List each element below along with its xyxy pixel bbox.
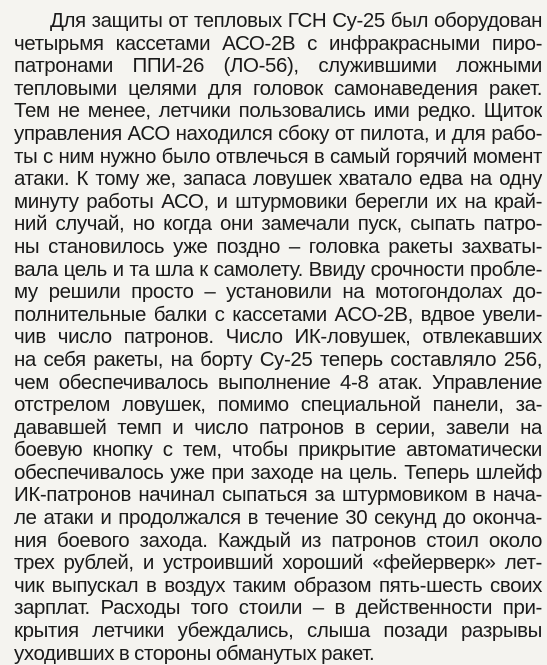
text-line: крытия летчики убеждались, слыша позади разрывы — [14, 620, 542, 643]
text-line: ле атаки и продолжался в течение 30 секунд до оконча- — [14, 507, 542, 530]
text-line: чив число патронов. Число ИК-ловушек, отвлекавших — [14, 326, 542, 349]
text-line: ния боевого захода. Каждый из патронов стоил около — [14, 529, 542, 552]
text-line: четырьмя кассетами АСО-2В с инфракрасными пиро- — [14, 32, 542, 55]
text-line: полнительные балки с кассетами АСО-2В, вдвое увели- — [14, 303, 542, 326]
text-line: ний случай, но когда они замечали пуск, сыпать патро- — [14, 213, 542, 236]
text-line: Для защиты от тепловых ГСН Су-25 был оборудован — [50, 10, 542, 32]
text-line: минуту работы АСО, и штурмовики берегли их на край- — [14, 190, 542, 213]
text-line: управления АСО находился сбоку от пилота, и для рабо- — [14, 122, 542, 145]
text-line: ты с ним нужно было отвлечься в самый горячий момент — [14, 145, 542, 168]
text-line: патронами ППИ-26 (ЛО-56), служившими ложными — [14, 55, 542, 78]
text-line: чем обеспечивалось выполнение 4-8 атак. Управление — [14, 371, 542, 394]
text-line: ИК-патронов начинал сыпаться за штурмовиком в нача- — [14, 484, 542, 507]
text-line: боевую кнопку с тем, чтобы прикрытие автоматически — [14, 439, 542, 462]
text-line: уходивших в стороны обманутых ракет. — [14, 642, 375, 665]
text-line: тепловыми целями для головок самонаведения ракет. — [14, 77, 542, 100]
text-line: дававшей темп и число патронов в серии, завели на — [14, 416, 542, 439]
text-line: вала цель и та шла к самолету. Ввиду срочности пробле- — [14, 258, 542, 281]
text-line: на себя ракеты, на борту Су-25 теперь составляло 256, — [14, 348, 542, 371]
text-line: трех рублей, и устроивший хороший «фейерверк» лет- — [14, 552, 542, 575]
article-text — [14, 10, 542, 665]
text-line: зарплат. Расходы того стоили – в действенности при- — [14, 597, 542, 620]
text-line: Тем не менее, летчики пользовались ими редко. Щиток — [14, 100, 542, 123]
text-line: му решили просто – установили на мотогондолах до- — [14, 281, 542, 304]
text-line: отстрелом ловушек, помимо специальной панели, за- — [14, 394, 542, 417]
text-line: чик выпускал в воздух таким образом пять-шесть своих — [14, 574, 542, 597]
text-line: обеспечивалось уже при заходе на цель. Теперь шлейф — [14, 461, 542, 484]
text-line: атаки. К тому же, запаса ловушек хватало едва на одну — [14, 168, 542, 191]
text-line: ны становилось уже поздно – головка ракеты захваты- — [14, 235, 542, 258]
